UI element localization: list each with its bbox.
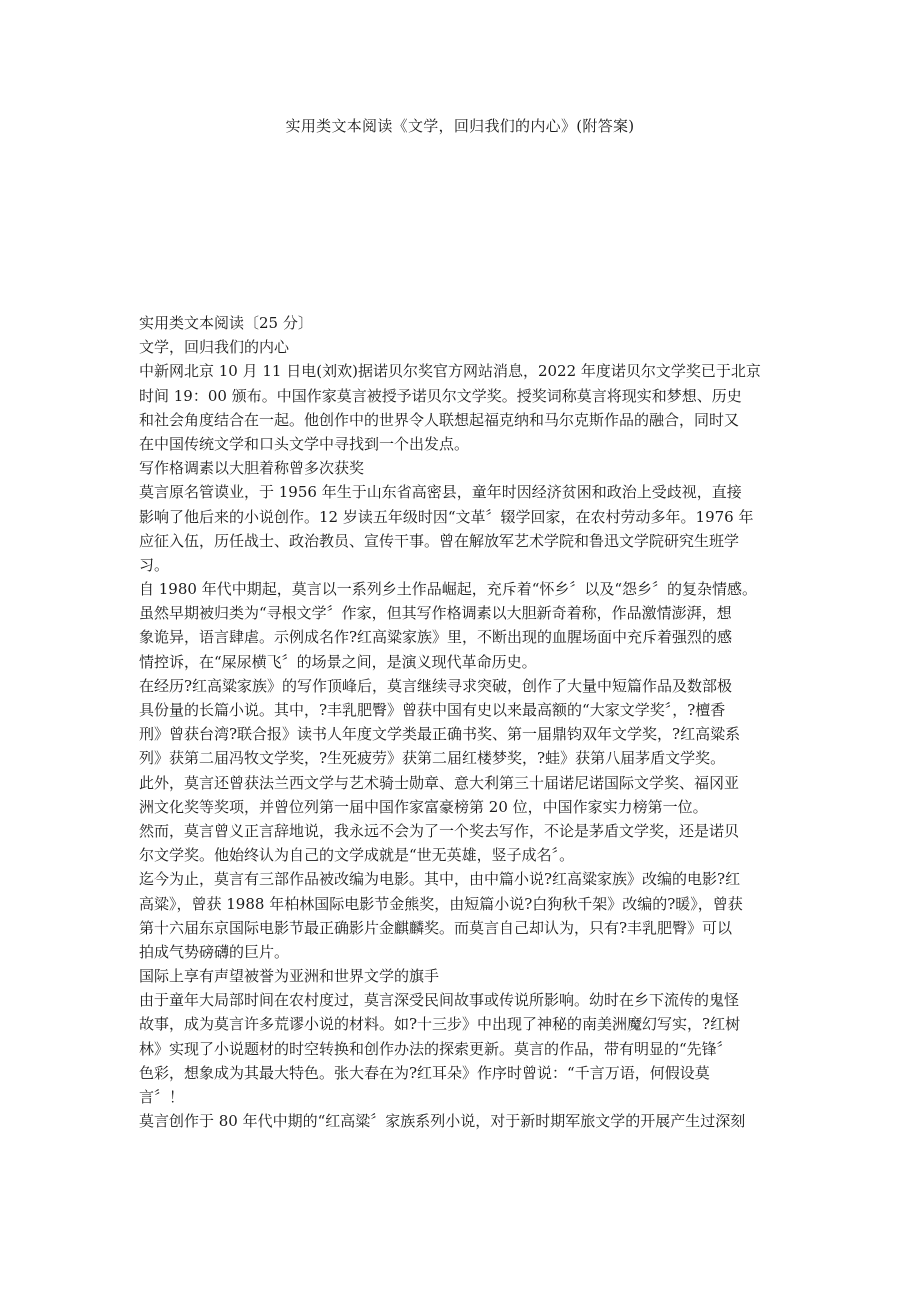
body-line: 情控诉，在“屎尿横飞〞的场景之间，是演义现代革命历史。 [139, 652, 537, 671]
body-line: 林》实现了小说题材的时空转换和创作办法的探索更新。莫言的作品，带有明显的“先锋〞 [139, 1039, 732, 1058]
body-line: 莫言创作于 80 年代中期的“红高粱〞家族系列小说，对于新时期军旅文学的开展产生过深刻 [139, 1112, 746, 1131]
body-line: 第十六届东京国际电影节最正确影片金麒麟奖。而莫言自己却认为，只有?丰乳肥臀》可以 [139, 918, 733, 937]
body-line: 虽然早期被归类为“寻根文学〞作家，但其写作格调素以大胆新奇着称，作品激情澎湃，想 [139, 604, 732, 623]
body-line: 莫言原名管谟业，于 1956 年生于山东省高密县，童年时因经济贫困和政治上受歧视，直接 [139, 483, 742, 502]
body-line: 尔文学奖。他始终认为自己的文学成就是“世无英雄，竖子成名〞。 [139, 846, 575, 865]
body-line: 习。 [139, 555, 170, 574]
body-line: 列》获第二届冯牧文学奖，?生死疲劳》获第二届红楼梦奖，?蛙》获第八届茅盾文学奖。 [139, 749, 726, 768]
subheading-line: 国际上享有声望被誉为亚洲和世界文学的旗手 [139, 967, 440, 986]
body-line: 象诡异，语言肆虐。示例成名作?红高粱家族》里，不断出现的血腥场面中充斥着强烈的感 [139, 628, 733, 647]
body-line: 故事，成为莫言许多荒谬小说的材料。如?十三步》中出现了神秘的南美洲魔幻写实，?红树 [139, 1015, 741, 1034]
body-line: 拍成气势磅礴的巨片。 [139, 942, 290, 961]
body-line: 高粱》，曾获 1988 年柏林国际电影节金熊奖，由短篇小说?白狗秋千架》改编的?暖》，曾获 [139, 894, 743, 913]
body-line: 中新网北京 10 月 11 日电(刘欢)据诺贝尔奖官方网站消息，2022 年度诺贝尔文学奖已于北京 [139, 362, 761, 381]
body-line: 影响了他后来的小说创作。12 岁读五年级时因“文革〞辍学回家，在农村劳动多年。1976 年 [139, 507, 754, 526]
body-line: 刑》曾获台湾?联合报》读书人年度文学类最正确书奖、第一届鼎钧双年文学奖，?红高粱系 [139, 725, 741, 744]
body-line: 然而，莫言曾义正言辞地说，我永远不会为了一个奖去写作，不论是茅盾文学奖，还是诺贝 [139, 821, 740, 840]
document-body [139, 311, 795, 1133]
body-line: 具份量的长篇小说。其中，?丰乳肥臀》曾获中国有史以来最高额的“大家文学奖〞，?檀香 [139, 701, 726, 719]
body-line: 时间 19：00 颁布。中国作家莫言被授予诺贝尔文学奖。授奖词称莫言将现实和梦想、历史 [139, 386, 742, 405]
body-line: 迄今为止，莫言有三部作品被改编为电影。其中，由中篇小说?红高粱家族》改编的电影?红 [139, 870, 741, 889]
body-line: 色彩，想象成为其最大特色。张大春在为?红耳朵》作序时曾说：“千言万语，何假设莫 [139, 1063, 710, 1082]
subheading-line: 写作格调素以大胆着称曾多次获奖 [139, 459, 365, 478]
body-line: 和社会角度结合在一起。他创作中的世界令人联想起福克纳和马尔克斯作品的融合，同时又 [139, 410, 740, 429]
document-title: 实用类文本阅读《文学，回归我们的内心》(附答案) [285, 117, 635, 135]
body-line: 洲文化奖等奖项，并曾位列第一届中国作家富豪榜第 20 位，中国作家实力榜第一位。 [139, 797, 708, 816]
body-line: 言〞！ [139, 1088, 185, 1106]
body-line: 在经历?红高粱家族》的写作顶峰后，莫言继续寻求突破，创作了大量中短篇作品及数部极 [139, 676, 733, 695]
body-line: 自 1980 年代中期起，莫言以一系列乡土作品崛起，充斥着“怀乡〞以及“怨乡〞的复杂情感。 [139, 580, 758, 599]
body-line: 在中国传统文学和口头文学中寻找到一个出发点。 [139, 434, 470, 453]
heading-section-label: 实用类文本阅读〔25 分〕 [139, 314, 313, 332]
body-line: 应征入伍，历任战士、政治教员、宣传干事。曾在解放军艺术学院和鲁迅文学院研究生班学 [139, 531, 740, 550]
body-line: 由于童年大局部时间在农村度过，莫言深受民间故事或传说所影响。幼时在乡下流传的鬼怪 [139, 991, 740, 1010]
heading-article-title: 文学，回归我们的内心 [139, 338, 290, 357]
body-line: 此外，莫言还曾获法兰西文学与艺术骑士勋章、意大利第三十届诺尼诺国际文学奖、福冈亚 [139, 773, 740, 792]
